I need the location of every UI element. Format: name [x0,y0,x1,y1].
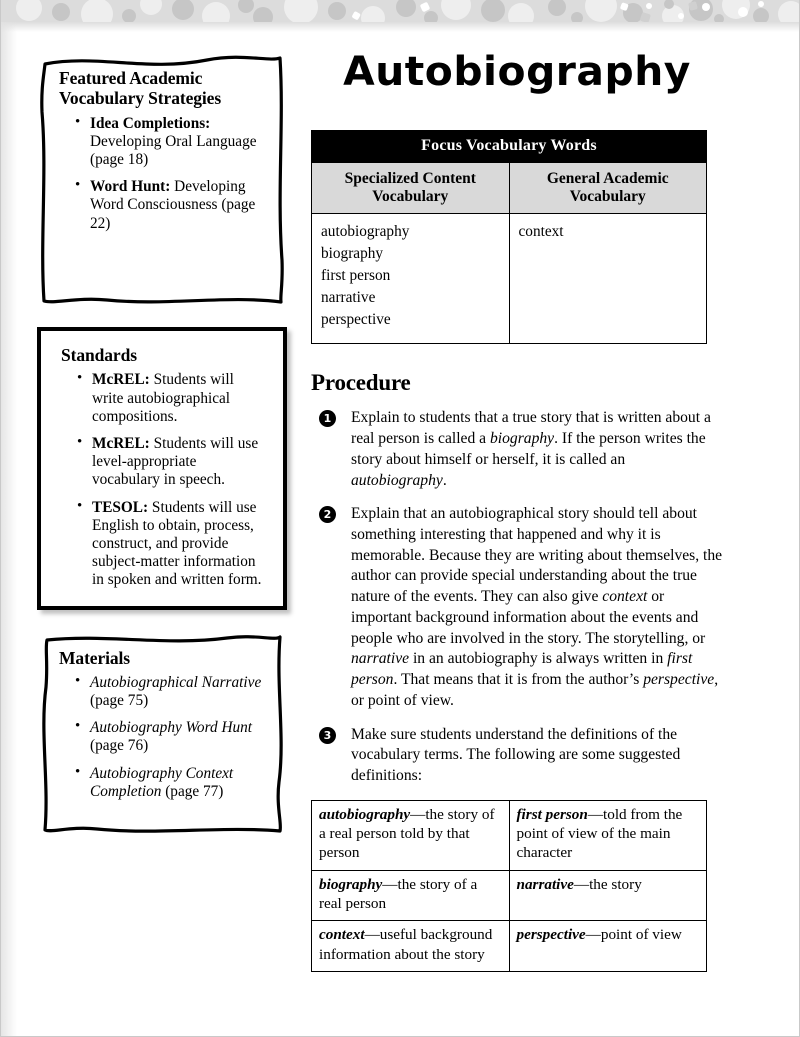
focus-table-title: Focus Vocabulary Words [312,131,707,163]
standards-list [61,371,267,589]
standard-org: McREL: [92,434,150,452]
list-item [75,674,269,710]
body-text: . If the person writes the story about himself or herself, it is called an [351,430,706,468]
list-item [75,115,269,170]
standard-text: Students will write autobiographical compositions. [92,371,234,425]
main-column [311,49,723,972]
title-line-1: Featured Academic [59,68,203,88]
standards-title: Standards [61,345,137,365]
step-number-badge: 2 [319,506,336,523]
body-text: Explain to students that a true story that is written about a real person is called a [351,409,711,448]
table-subheader-row [312,163,707,214]
procedure-heading: Procedure [311,370,411,396]
title-line-2: Vocabulary Strategies [59,88,222,109]
material-name: Autobiography Context Completion [90,764,234,800]
strategy-name: Idea Completions: [90,114,211,132]
definition-cell [509,800,707,870]
vocab-word: first person [321,267,391,285]
column-header-general: General Academic Vocabulary [509,163,707,214]
definition-text: —the story of a real person told by that person [319,805,495,862]
vocabulary-term: first person [351,650,693,689]
vocabulary-term: narrative [351,650,410,668]
definition-text: —told from the point of view of the main character [516,805,683,862]
material-name: Autobiographical Narrative [90,673,262,691]
strategy-detail: Developing Oral Language (page 18) [90,132,257,168]
definition-cell [509,870,707,921]
vocabulary-term: biography [489,430,555,448]
vocab-word: autobiography [321,223,410,241]
sidebar-column [37,52,287,857]
list-item [75,719,269,755]
vocab-word: perspective [321,311,391,329]
standard-org: TESOL: [92,498,149,516]
body-text: or important background information about the events and people who are involved in the story. The storytelling, or [351,588,706,647]
vocab-word: biography [321,245,384,263]
standard-text: Students will use English to obtain, process, construct, and provide subject-matter information in spoken and written form. [92,498,262,589]
material-page: (page 77) [161,782,224,800]
body-text: . That means that it is from the author’s [393,671,644,689]
decorative-bubble-band [1,0,800,22]
band-shadow [1,22,800,32]
definition-text: —the story [573,875,642,893]
list-item [77,435,267,490]
table-row [312,214,707,344]
list-item [77,499,267,590]
definition-term: perspective [516,926,586,944]
materials-list [59,674,269,801]
materials-box [37,632,287,837]
list-item [77,371,267,426]
standard-text: Students will use level-appropriate vocabulary in speech. [92,434,259,489]
list-item [75,178,269,233]
list-item [75,765,269,801]
focus-vocabulary-table [311,130,707,344]
definition-term: first person [516,805,588,823]
featured-strategies-box [37,52,287,307]
definition-cell [312,921,510,972]
standard-org: McREL: [92,371,150,389]
standards-box [37,327,287,610]
vocabulary-term: perspective [643,671,715,689]
table-header-row [312,131,707,163]
material-page: (page 76) [90,737,149,755]
featured-strategies-title [59,68,269,109]
definition-text: —point of view [585,926,682,944]
definition-text: —the story of a real person [319,875,478,912]
procedure-step [311,725,723,787]
definition-text: —useful background information about the story [319,926,493,963]
materials-title: Materials [59,647,131,668]
definition-term: context [319,926,365,944]
material-page: (page 75) [90,692,149,710]
step-number-badge: 3 [319,727,336,744]
procedure-steps [311,408,723,786]
step-text [351,409,711,488]
vocab-word: context [518,223,564,241]
procedure-step [311,504,723,711]
page-title: Autobiography [343,49,691,95]
vocabulary-term: context [602,588,648,606]
specialized-vocabulary-cell [312,214,510,344]
vocabulary-term: autobiography [351,471,443,489]
definition-cell [509,921,707,972]
definition-term: autobiography [319,805,411,823]
body-text: in an autobiography is always written in [409,650,668,668]
definitions-table [311,800,707,972]
featured-strategies-list [59,115,269,233]
step-text [351,726,680,784]
vocab-word: narrative [321,289,376,307]
table-row [312,800,707,870]
table-row [312,921,707,972]
body-text: Make sure students understand the definitions of the vocabulary terms. The following are some suggested definitions: [351,725,681,785]
strategy-detail: Developing Word Consciousness (page 22) [90,178,256,232]
definition-term: narrative [516,875,574,893]
body-text: , or point of view. [351,671,719,709]
general-vocabulary-cell [509,214,707,344]
step-text [351,505,722,709]
body-text: Explain that an autobiographical story should tell about something interesting that happened and why it is memorable. Because they are writing about themselves, the author can provide special understanding about the true nature of the events. They can also give [351,505,723,606]
definition-cell [312,870,510,921]
procedure-step [311,408,723,491]
strategy-name: Word Hunt: [90,178,171,196]
table-row [312,870,707,921]
column-header-specialized: Specialized Content Vocabulary [312,163,510,214]
material-name: Autobiography Word Hunt [90,719,253,737]
definition-cell [312,800,510,870]
step-number-badge: 1 [319,410,336,427]
body-text: . [442,471,447,489]
definition-term: biography [319,875,383,893]
page-left-shading [1,22,17,1037]
